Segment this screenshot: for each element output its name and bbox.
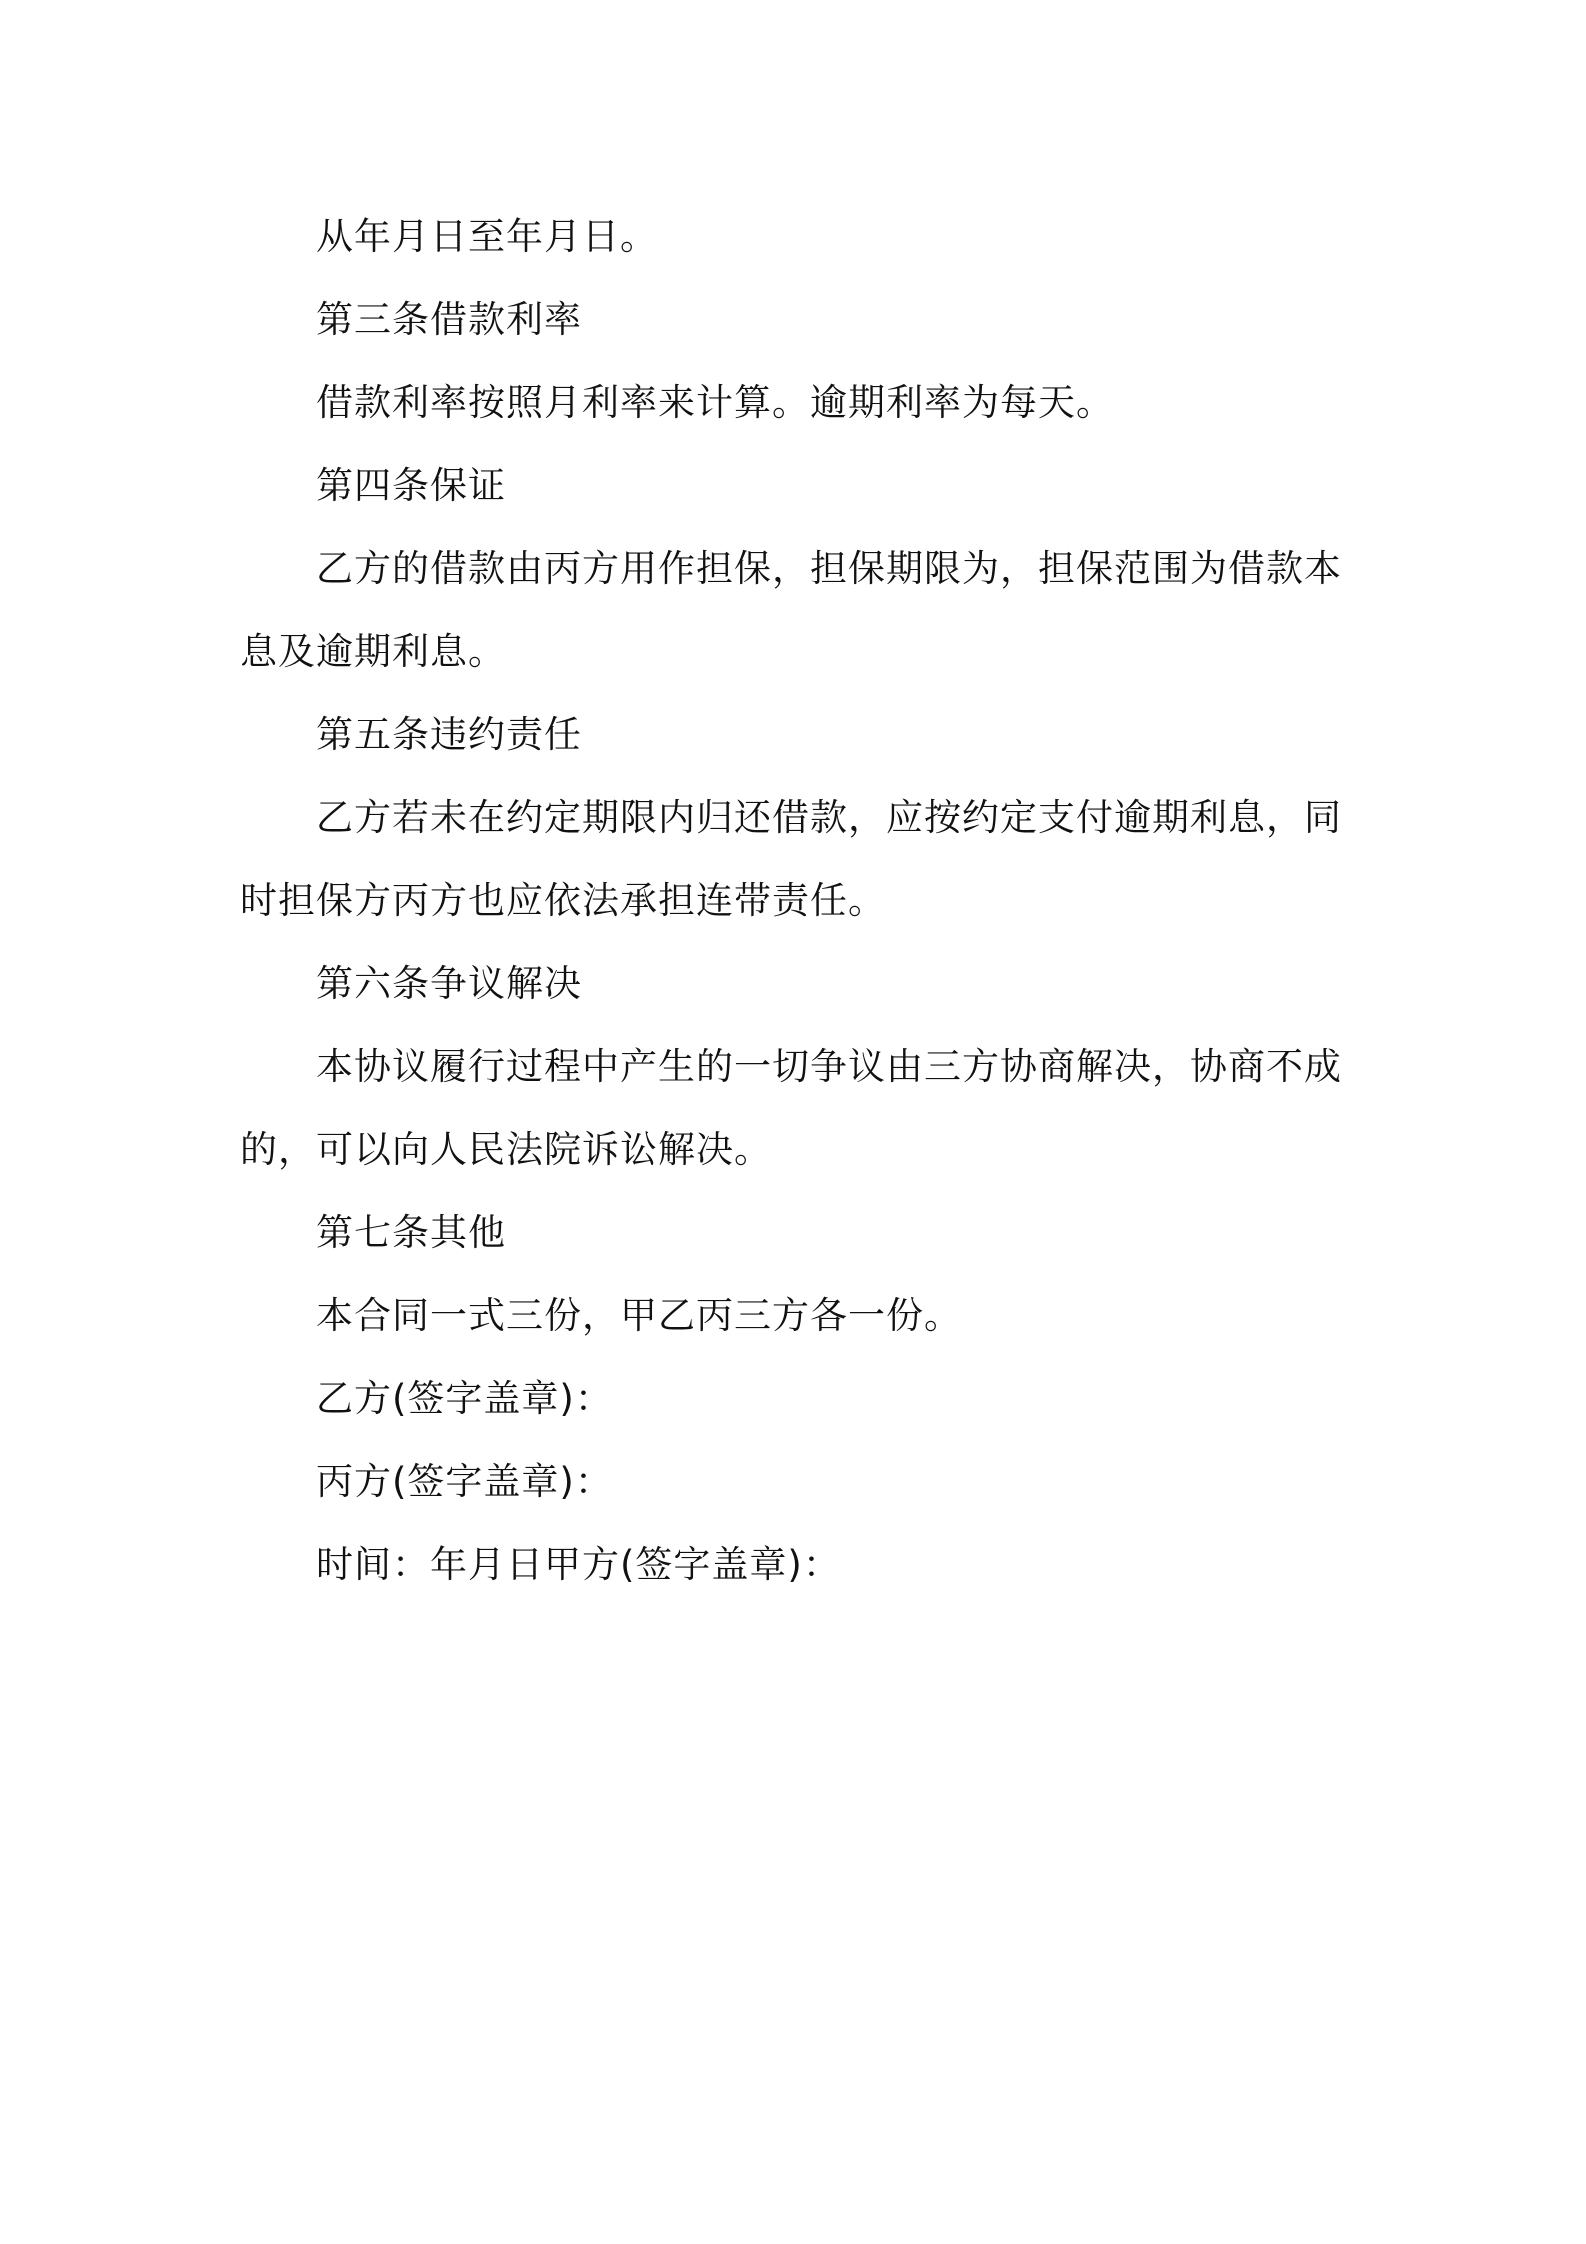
breach-liability-text: 乙方若未在约定期限内归还借款，应按约定支付逾期利息，同时担保方丙方也应依法承担连带责任。 xyxy=(240,796,1342,922)
loan-period-text: 从年月日至年月日。 xyxy=(316,215,658,258)
guarantee-text: 乙方的借款由丙方用作担保，担保期限为，担保范围为借款本息及逾期利息。 xyxy=(240,547,1342,673)
article-6-heading: 第六条争议解决 xyxy=(316,962,582,1005)
party-c-signature-line: 丙方(签字盖章)： xyxy=(316,1460,613,1503)
document-body xyxy=(240,195,1375,1606)
date-party-a-signature-line: 时间：年月日甲方(签字盖章)： xyxy=(316,1543,841,1586)
party-b-signature-line: 乙方(签字盖章)： xyxy=(316,1377,613,1420)
dispute-resolution-text: 本协议履行过程中产生的一切争议由三方协商解决，协商不成的，可以向人民法院诉讼解决。 xyxy=(240,1045,1342,1171)
article-3-heading: 第三条借款利率 xyxy=(316,298,582,341)
interest-rate-text: 借款利率按照月利率来计算。逾期利率为每天。 xyxy=(316,381,1114,424)
article-4-heading: 第四条保证 xyxy=(316,464,506,507)
article-7-heading: 第七条其他 xyxy=(316,1211,506,1254)
article-5-heading: 第五条违约责任 xyxy=(316,713,582,756)
copies-text: 本合同一式三份，甲乙丙三方各一份。 xyxy=(316,1294,962,1337)
